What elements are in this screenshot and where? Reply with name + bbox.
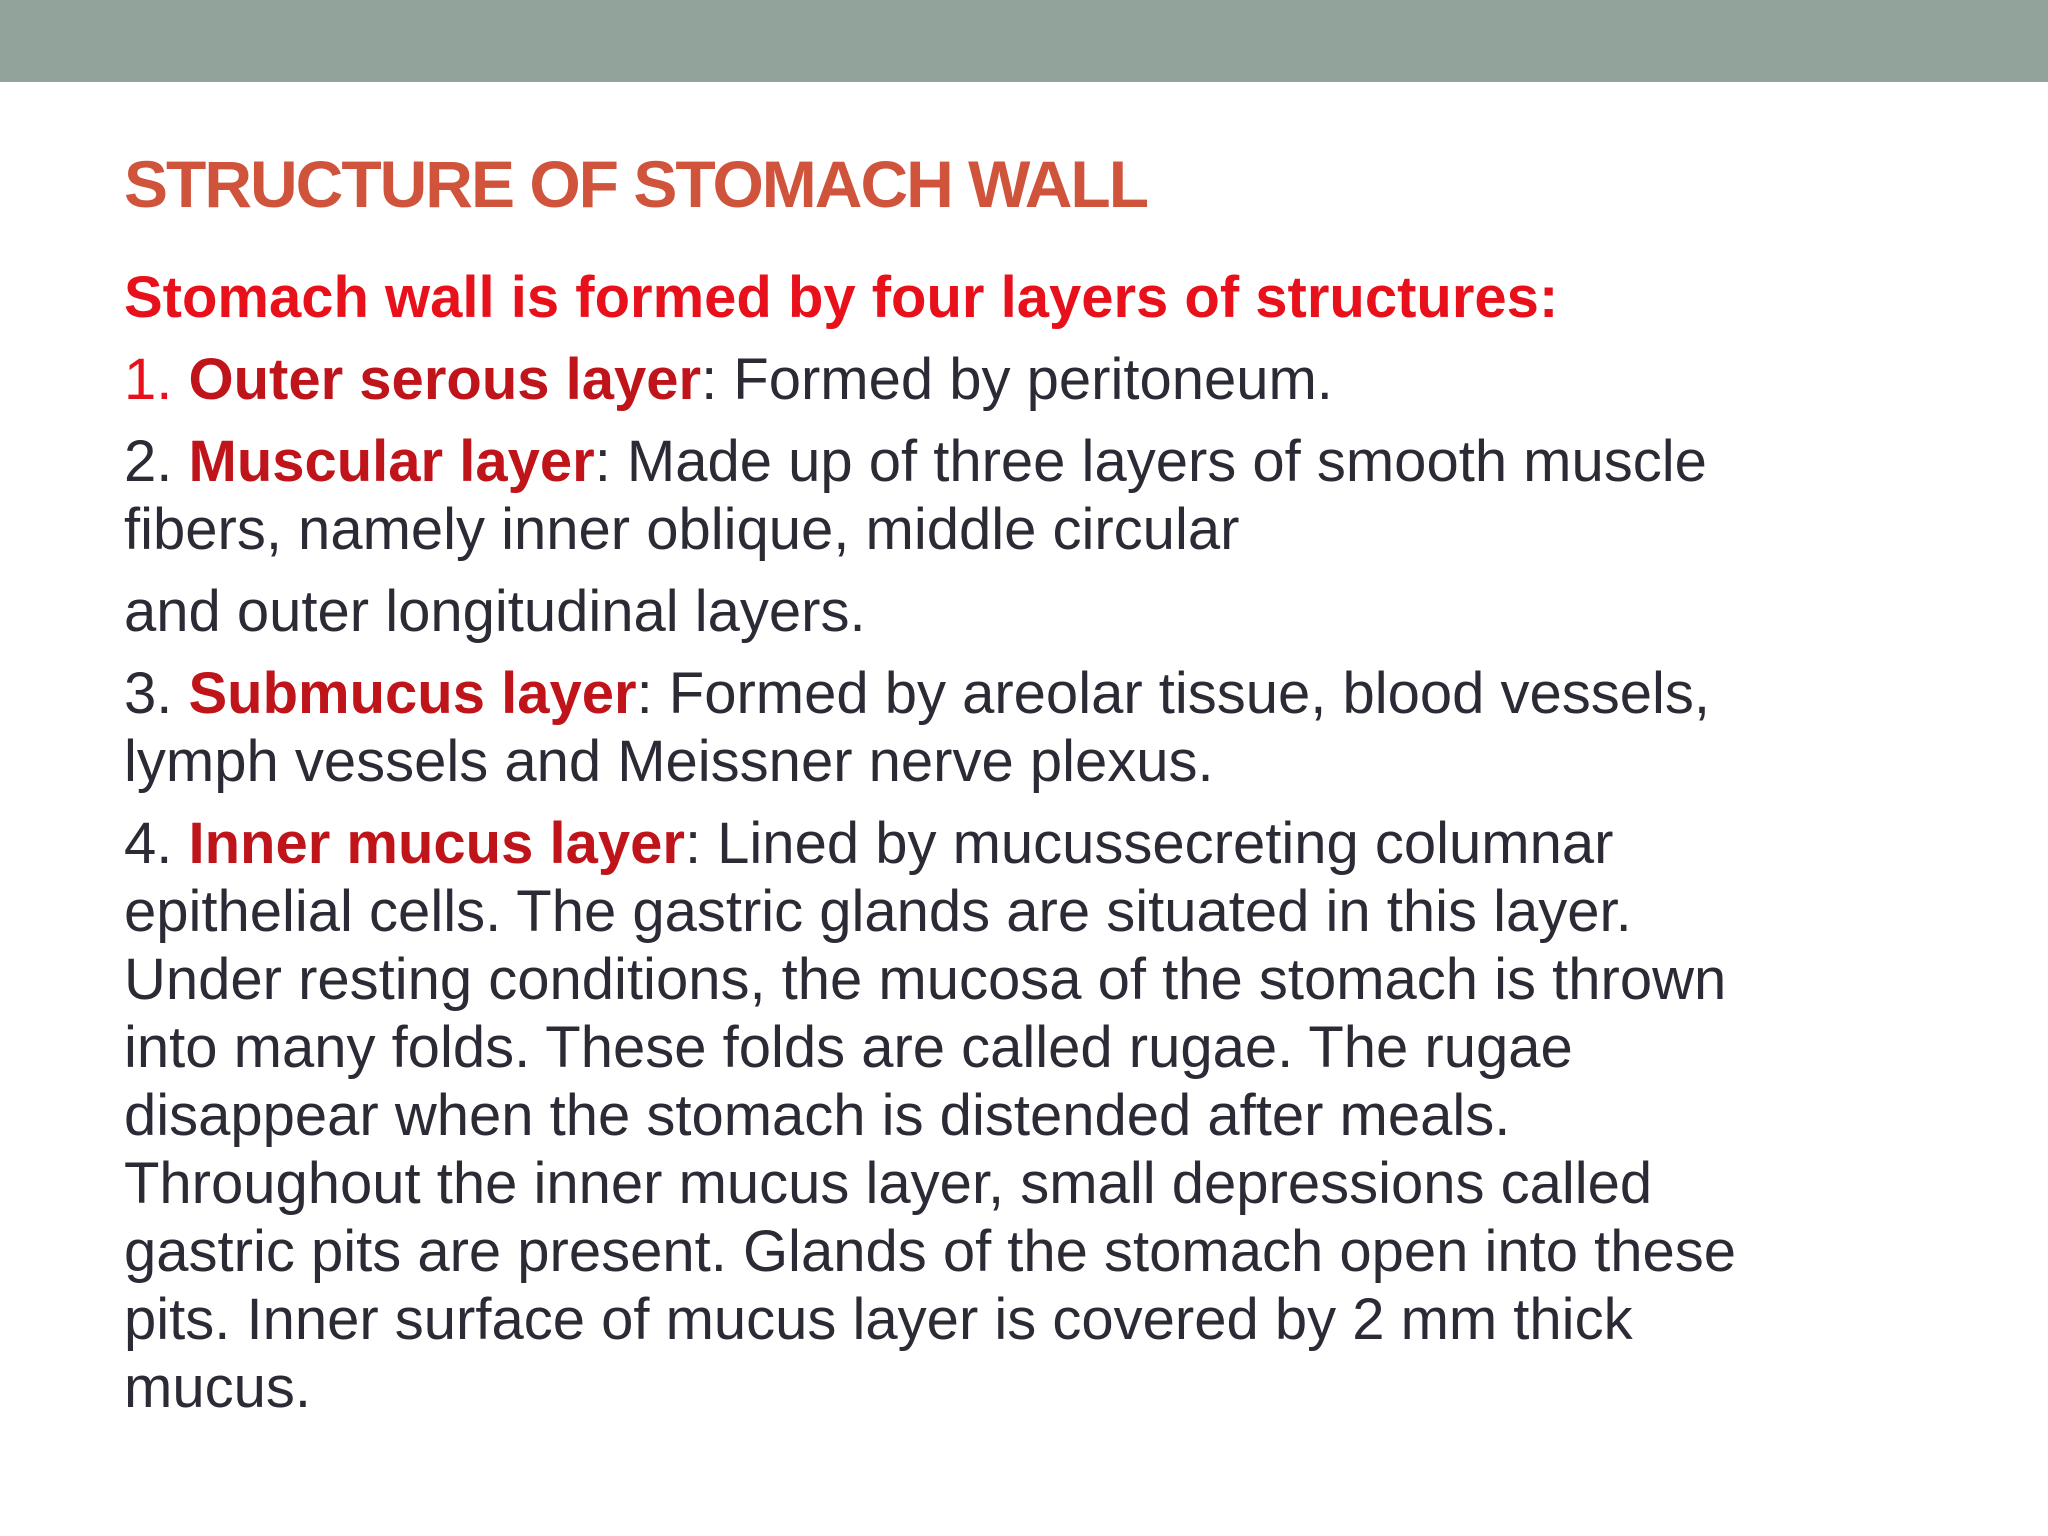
item-description: : Lined by mucussecreting columnar [684, 811, 1614, 876]
list-item-muscular-layer [124, 428, 1944, 496]
item-term: Inner mucus layer [188, 811, 685, 876]
item-description-line: gastric pits are present. Glands of the stomach open into these [124, 1219, 1737, 1284]
list-item-inner-mucus-layer [124, 810, 1944, 878]
item-description-line: fibers, namely inner oblique, middle circular [124, 497, 1240, 562]
item-number: 3. [124, 661, 173, 726]
item-description: : Made up of three layers of smooth muscle [594, 429, 1707, 494]
item-term: Outer serous layer [188, 347, 702, 412]
item-description: : Formed by peritoneum. [701, 347, 1333, 412]
item-term: Submucus layer [188, 661, 637, 726]
item-number: 2. [124, 429, 173, 494]
item-description: : Formed by areolar tissue, blood vessels, [636, 661, 1711, 726]
item-number: 4. [124, 811, 173, 876]
item-term: Muscular layer [188, 429, 595, 494]
item-description-line: epithelial cells. The gastric glands are situated in this layer. [124, 879, 1632, 944]
item-description-line: Under resting conditions, the mucosa of the stomach is thrown [124, 947, 1727, 1012]
item-description-line: Throughout the inner mucus layer, small depressions called [124, 1151, 1653, 1216]
slide-body [124, 264, 1944, 1422]
item-description-line: and outer longitudinal layers. [124, 579, 866, 644]
list-item-outer-serous-layer [124, 346, 1944, 414]
item-description-line: pits. Inner surface of mucus layer is covered by 2 mm thick [124, 1287, 1633, 1352]
header-band [0, 0, 2048, 82]
item-description-line: into many folds. These folds are called rugae. The rugae [124, 1015, 1573, 1080]
list-item-submucus-layer [124, 660, 1944, 728]
item-number: 1. [124, 347, 173, 412]
item-description-line: disappear when the stomach is distended after meals. [124, 1083, 1511, 1148]
slide-title: STRUCTURE OF STOMACH WALL [124, 147, 1148, 221]
intro-line: Stomach wall is formed by four layers of structures: [124, 265, 1559, 330]
item-description-line: mucus. [124, 1355, 311, 1420]
item-description-line: lymph vessels and Meissner nerve plexus. [124, 729, 1214, 794]
